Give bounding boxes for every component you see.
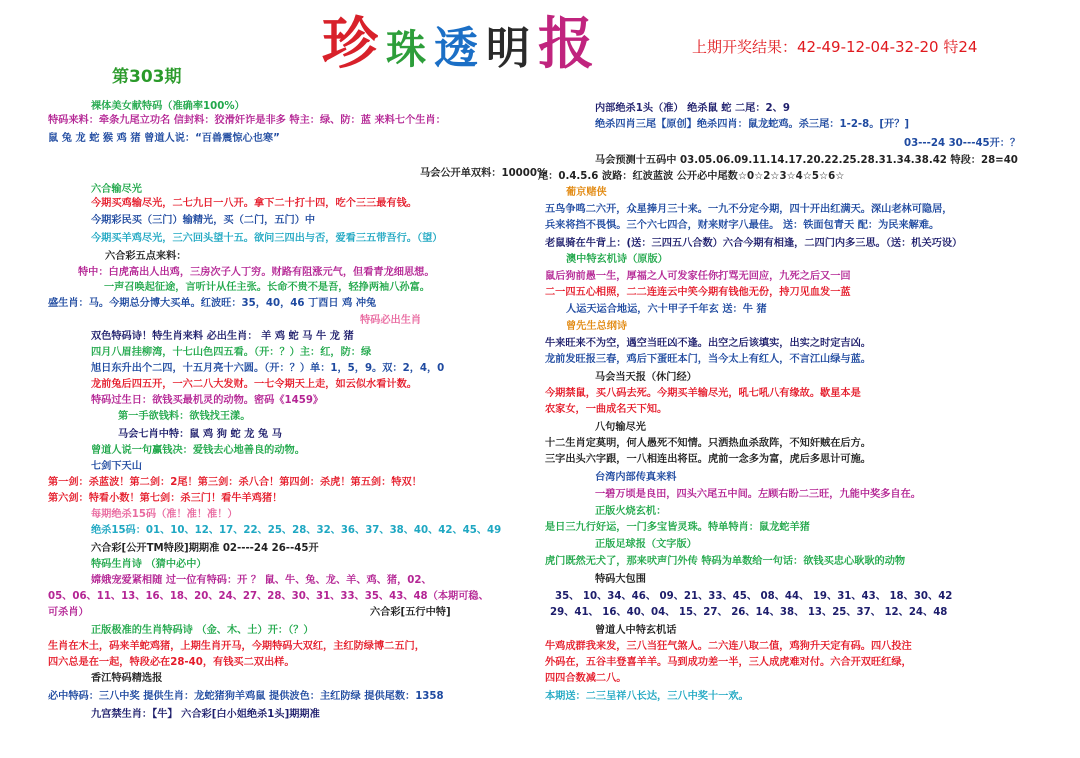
right-line: 内部绝杀1头（准） 绝杀鼠 蛇 二尾：2、9 xyxy=(595,103,790,114)
right-line: 龙前发旺报三春，鸡后下蛋旺本门，当今太上有红人，不言江山绿与蓝。 xyxy=(545,354,871,365)
left-line: 特码过生日：欲钱买最机灵的动物。密码《1459》 xyxy=(91,395,324,406)
right-line: 农家女，一曲成名天下知。 xyxy=(545,404,668,415)
page-title xyxy=(322,11,602,80)
left-line: 每期绝杀15码（准！准！准！） xyxy=(91,509,238,520)
right-line: 正版火烧玄机： xyxy=(595,506,667,517)
right-line: 03---24 30---45开：？ xyxy=(904,138,1021,149)
left-line: 鼠 兔 龙 蛇 猴 鸡 猪 曾道人说：“百兽震惊心也寒” xyxy=(48,133,280,144)
left-line: 九宫禁生肖：【牛】 六合彩[白小姐绝杀1头]期期准 xyxy=(91,709,320,720)
right-line: 特码大包围 xyxy=(595,574,646,585)
left-line: 特码来料：牵条九尾立功名 信封料：狡滑奸诈是非多 特主：绿、防：蓝 来料七个生肖： xyxy=(48,115,446,126)
title-char-3: 透 xyxy=(434,23,486,74)
left-line: 第一手欲钱料：欲钱找王漾。 xyxy=(118,411,251,422)
left-line: 裸体美女献特码（准确率100%） xyxy=(91,101,245,112)
right-line: 三字出头六字跟，一八相连出将臣。虎前一念多为富，虎后多思计可施。 xyxy=(545,454,871,465)
right-line: 是日三九行好运，一门多宝皆灵珠。特单特肖：鼠龙蛇羊猪 xyxy=(545,522,810,533)
issue-number: 第303期 xyxy=(112,67,182,87)
right-line: 牛鸡成群我来发，三八当狂气煞人。二六连八取二值，鸡狗升天定有码。四八投注 xyxy=(545,641,912,652)
right-line: 29、41、 16、40、04、 15、27、 26、14、38、 13、25、37、 12、24、48 xyxy=(550,607,948,618)
left-line: 可杀肖） xyxy=(48,607,89,618)
left-line: 生肖在木土，码来羊蛇鸡猪，上期生肖开马，今期特码大双红，主红防绿博二五门， xyxy=(48,641,425,652)
title-char-1: 珍 xyxy=(322,11,386,77)
right-line: 台湾内部传真来料 xyxy=(595,472,677,483)
left-line: 六合输尽光 xyxy=(91,184,142,195)
right-line: 今期禁鼠，买八码去死。今期买羊输尽光，吼七吼八有缘故。歇星本是 xyxy=(545,388,861,399)
right-line: 绝杀四肖三尾【原创】绝杀四肖：鼠龙蛇鸡。杀三尾：1-2-8。[开？] xyxy=(595,119,910,130)
left-line: 四六总是在一起，特段必在28-40，有钱买二双出样。 xyxy=(48,657,295,668)
left-line: 七剑下天山 xyxy=(91,461,142,472)
right-line: 虎门既然无犬了，那来吠声门外传 特码为单数给一句话：欲钱买忠心耿耿的动物 xyxy=(545,556,906,567)
left-line: 今期彩民买（三门）输精光，买（二门，五门）中 xyxy=(91,215,316,226)
right-line: 马会当天报（休门经） xyxy=(595,372,697,383)
left-line: 曾道人说一句赢钱决：爱钱去心地善良的动物。 xyxy=(91,445,305,456)
left-line: 四月八眉挂柳湾，十七山色四五看。（开：？）主：红，防：绿 xyxy=(91,347,372,358)
right-line: 曾先生总纲诗 xyxy=(566,321,628,332)
right-line: 牛来旺来不为空，遇空当旺凶不逢。出空之后该填实，出实之时定吉凶。 xyxy=(545,338,871,349)
left-line: 马会七肖中特：鼠 鸡 狗 蛇 龙 兔 马 xyxy=(118,429,282,440)
left-line: 特中：白虎高出人出鸡，三房次子人丁穷。财路有阻涨元气，但看青龙细思想。 xyxy=(78,267,435,278)
title-char-5: 报 xyxy=(538,11,602,77)
left-line: 香江特码精选报 xyxy=(91,673,163,684)
last-result: 上期开奖结果：42-49-12-04-32-20 特24 xyxy=(692,38,978,56)
title-char-4: 明 xyxy=(486,23,538,74)
left-line: 马会公开单双料：10000% xyxy=(420,168,548,179)
title-char-2: 珠 xyxy=(386,26,434,73)
right-line: 葡京赌侠 xyxy=(566,187,607,198)
left-line: 第六剑：特看小数！第七剑：杀三门！看牛羊鸡猪！ xyxy=(48,493,283,504)
right-line: 外码在，五谷丰登喜羊羊。马到成功差一半，三人成虎难对付。六合开双旺红绿， xyxy=(545,657,912,668)
right-line: 鼠后狗前愚一生，厚福之人可发家任你打骂无回应，九死之后又一回 xyxy=(545,271,851,282)
right-line: 八句输尽光 xyxy=(595,422,646,433)
left-line: 今期买羊鸡尽光，三六回头望十五。欲问三四出与否，爱看三五带吾行。（望） xyxy=(91,233,443,244)
right-line: 人运天运合地运，六十甲子千年玄 送：牛 猪 xyxy=(566,304,767,315)
right-line: 马会预测十五码中 03.05.06.09.11.14.17.20.22.25.28.31.34.38.42 特段：28=40 xyxy=(595,155,1018,166)
left-line: 必中特码：三八中奖 提供生肖：龙蛇猪狗羊鸡鼠 提供波色：主红防绿 提供尾数：1358 xyxy=(48,691,444,702)
right-line: 老鼠骑在牛背上：(送：三四五八合数）六合今期有相逢，二四门内多三思。（送：机关巧设） xyxy=(545,238,963,249)
left-line: 特码必出生肖 xyxy=(360,315,422,326)
left-line: 正版极准的生肖特码诗 （金、木、土）开：（？） xyxy=(91,625,314,636)
right-line: 本期送：二三呈祥八长达，三八中奖十一欢。 xyxy=(545,691,749,702)
left-line: 特码生肖诗 （猜中必中） xyxy=(91,559,207,570)
right-line: 尾：0.4.5.6 波路：红波蓝波 公开必中尾数☆0☆2☆3☆4☆5☆6☆ xyxy=(538,171,845,182)
left-line: 旭日东升出个二四，十五月亮十六圆。（开：？）单：1，5，9。双：2，4，0 xyxy=(91,363,445,374)
left-line: 六合彩[公开TM特段]期期准 02----24 26--45开 xyxy=(91,543,319,554)
left-line: 第一剑：杀蓝波！第二剑：2尾！第三剑：杀八合！第四剑：杀虎！第五剑：特双！ xyxy=(48,477,422,488)
left-line: 龙前兔后四五开，一六二八大发财。一七令期天上走，如云似水看计数。 xyxy=(91,379,417,390)
left-line: 今期买鸡输尽光，二七九日一八开。拿下二十打十四，吃个三三最有钱。 xyxy=(91,198,417,209)
right-line: 正版足球报（文字版） xyxy=(595,539,697,550)
right-line: 曾道人中特玄机话 xyxy=(595,625,677,636)
left-line: 盛生肖：马。今期总分博大买单。红波旺：35，40，46 丁酉日 鸡 冲兔 xyxy=(48,298,377,309)
left-line: 一声召唤起征途，言听计从任主张。长命不贵不是吾，轻挣两袖八孙富。 xyxy=(104,282,430,293)
right-line: 五鸟争鸣二六开，众星捧月三十来。一九不分定今期，四十开出红满天。深山老林可隐居， xyxy=(545,204,953,215)
right-line: 兵来将挡不畏惧。三个六七四合，财来财字八最佳。 送：铁面包青天 配：为民来解难。 xyxy=(545,220,940,231)
right-line: 一碧万顷是良田，四头六尾五中间。左顾右盼二三旺，九能中奖多自在。 xyxy=(595,489,921,500)
right-line: 四四合数减二八。 xyxy=(545,673,627,684)
left-line: 嫦娥宠爱紧相随 过一位有特码：开 ？ 鼠、牛、兔、龙、羊、鸡、猪，02、 xyxy=(91,575,432,586)
right-line: 35、 10、34、46、 09、21、33、45、 08、44、 19、31、43、 18、30、42 xyxy=(555,591,953,602)
left-line: 双色特码诗！特生肖来料 必出生肖： 羊 鸡 蛇 马 牛 龙 猪 xyxy=(91,331,354,342)
left-line: 六合彩[五行中特] xyxy=(370,607,451,618)
right-line: 二一四五心相照，二二连连云中笑今期有钱他无份，持刀见血发一蓝 xyxy=(545,287,851,298)
right-line: 澳中特玄机诗（原版） xyxy=(566,254,668,265)
left-line: 六合彩五点来料： xyxy=(105,251,187,262)
right-line: 十二生肖定莫明，何人愚死不知情。只洒热血杀敌阵，不知奸贼在后方。 xyxy=(545,438,871,449)
left-line: 绝杀15码：01、10、12、17、22、25、28、32、36、37、38、40、42、45、49 xyxy=(91,525,502,536)
left-line: 05、06、11、13、16、18、20、24、27、28、30、31、33、35、43、48（本期可稳、 xyxy=(48,591,489,602)
